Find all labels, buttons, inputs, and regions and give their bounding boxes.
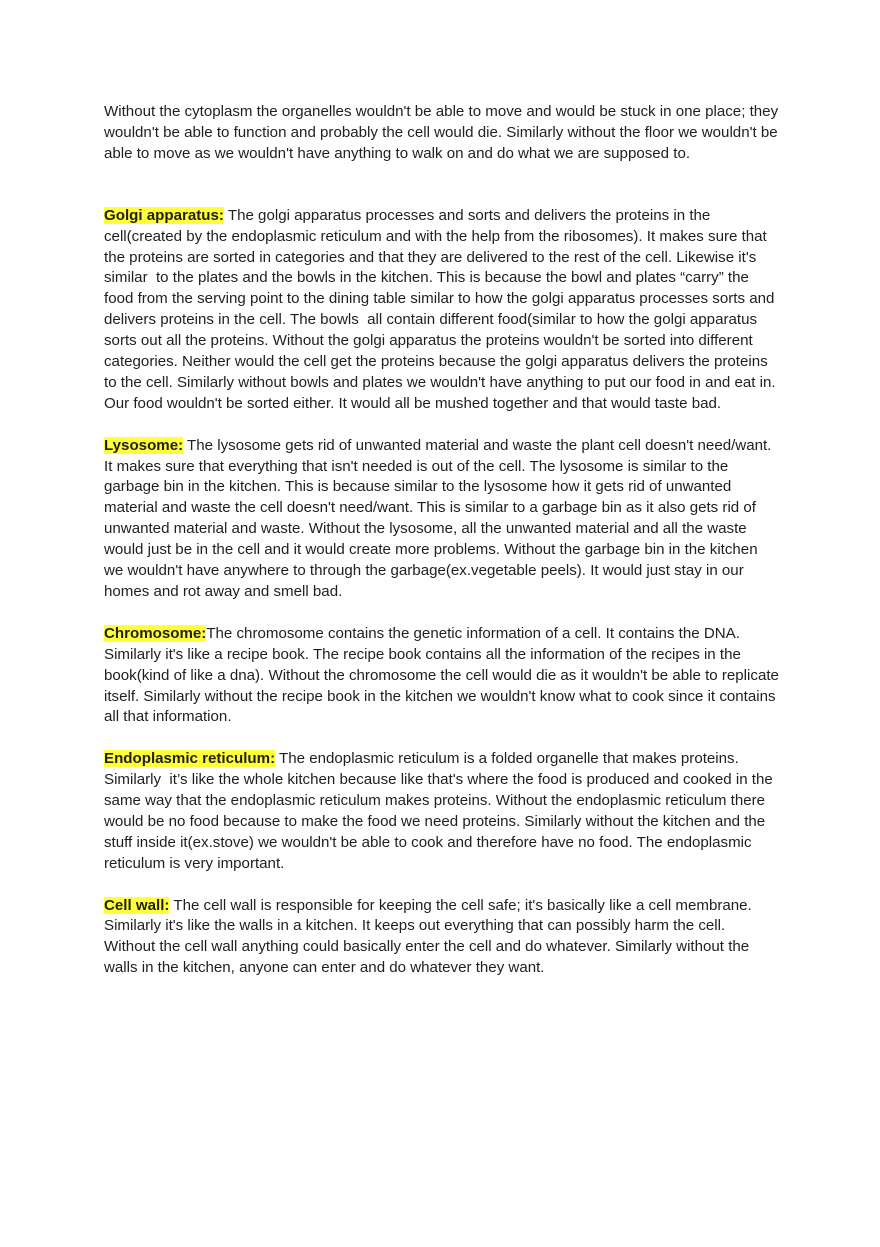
section-label-highlight: Chromosome: [104,624,207,642]
section-label-highlight: Endoplasmic reticulum: [104,750,276,768]
section-label-highlight: Cell wall: [104,896,170,914]
section-text: The chromosome contains the genetic information of a cell. It contains the DNA. Similarly it's like a recipe book. The recipe book contains all the information of the recipes in the book(kind of like a dna). Without the chromosome the cell would die as it wouldn't be able to replicate itself. Similarly without the recipe book in the kitchen we wouldn't know what to cook since it contains all that information. [104,624,784,726]
section-label-highlight: Golgi apparatus: [104,206,224,224]
document-body [104,102,784,1000]
section-golgi-apparatus [104,206,780,415]
section-cell-wall [104,896,780,980]
intro-paragraph: Without the cytoplasm the organelles wouldn't be able to move and would be stuck in one place; they wouldn't be able to function and probably the cell would die. Similarly without the floor we wouldn't be able to move as we wouldn't have anything to walk on and do what we are supposed to. [104,103,783,162]
section-chromosome [104,624,784,729]
section-text: The lysosome gets rid of unwanted material and waste the plant cell doesn't need/want. It makes sure that everything that isn't needed is out of the cell. The lysosome is similar to the garbage bin in the kitchen. This is because similar to the lysosome how it gets rid of unwanted material and waste the cell doesn't need/want. This is similar to a garbage bin as it also gets rid of unwanted material and waste. Without the lysosome, all the unwanted material and all the waste would just be in the cell and it would create more problems. Without the garbage bin in the kitchen we wouldn't have anywhere to through the garbage(ex.vegetable peels). It would just stay in our homes and rot away and smell bad. [104,436,776,601]
section-text: The endoplasmic reticulum is a folded organelle that makes proteins. Similarly it’s like the whole kitchen because like that's where the food is produced and cooked in the same way that the endoplasmic reticulum makes proteins. Without the endoplasmic reticulum there would be no food because to make the food we need proteins. Similarly without the kitchen and the stuff inside it(ex.stove) we wouldn't be able to cook and therefore have no food. The endoplasmic reticulum is very important. [104,750,777,872]
section-label-highlight: Lysosome: [104,436,184,454]
section-text: The cell wall is responsible for keeping the cell safe; it's basically like a cell membrane. Similarly it's like the walls in a kitchen. It keeps out everything that can possibly harm the cell. Without the cell wall anything could basically enter the cell and do whatever. Similarly without the walls in the kitchen, anyone can enter and do whatever they want. [104,896,756,977]
section-endoplasmic-reticulum [104,749,780,874]
section-text: The golgi apparatus processes and sorts and delivers the proteins in the cell(created by the endoplasmic reticulum and with the help from the ribosomes). It makes sure that the proteins are sorted in categories and that they are delivered to the rest of the cell. Likewise it's similar to the plates and the bowls in the kitchen. This is because the bowl and plates “carry” the food from the serving point to the dining table similar to how the golgi apparatus processes sorts and delivers proteins in the cell. The bowls all contain different food(similar to how the golgi apparatus sorts out all the proteins. Without the golgi apparatus the proteins wouldn't be sorted into different categories. Neither would the cell get the proteins because the golgi apparatus delivers the proteins to the cell. Similarly without bowls and plates we wouldn't have anything to put our food in and eat in. Our food wouldn't be sorted either. It would all be mushed together and that would taste bad. [104,206,780,412]
section-lysosome [104,436,780,603]
